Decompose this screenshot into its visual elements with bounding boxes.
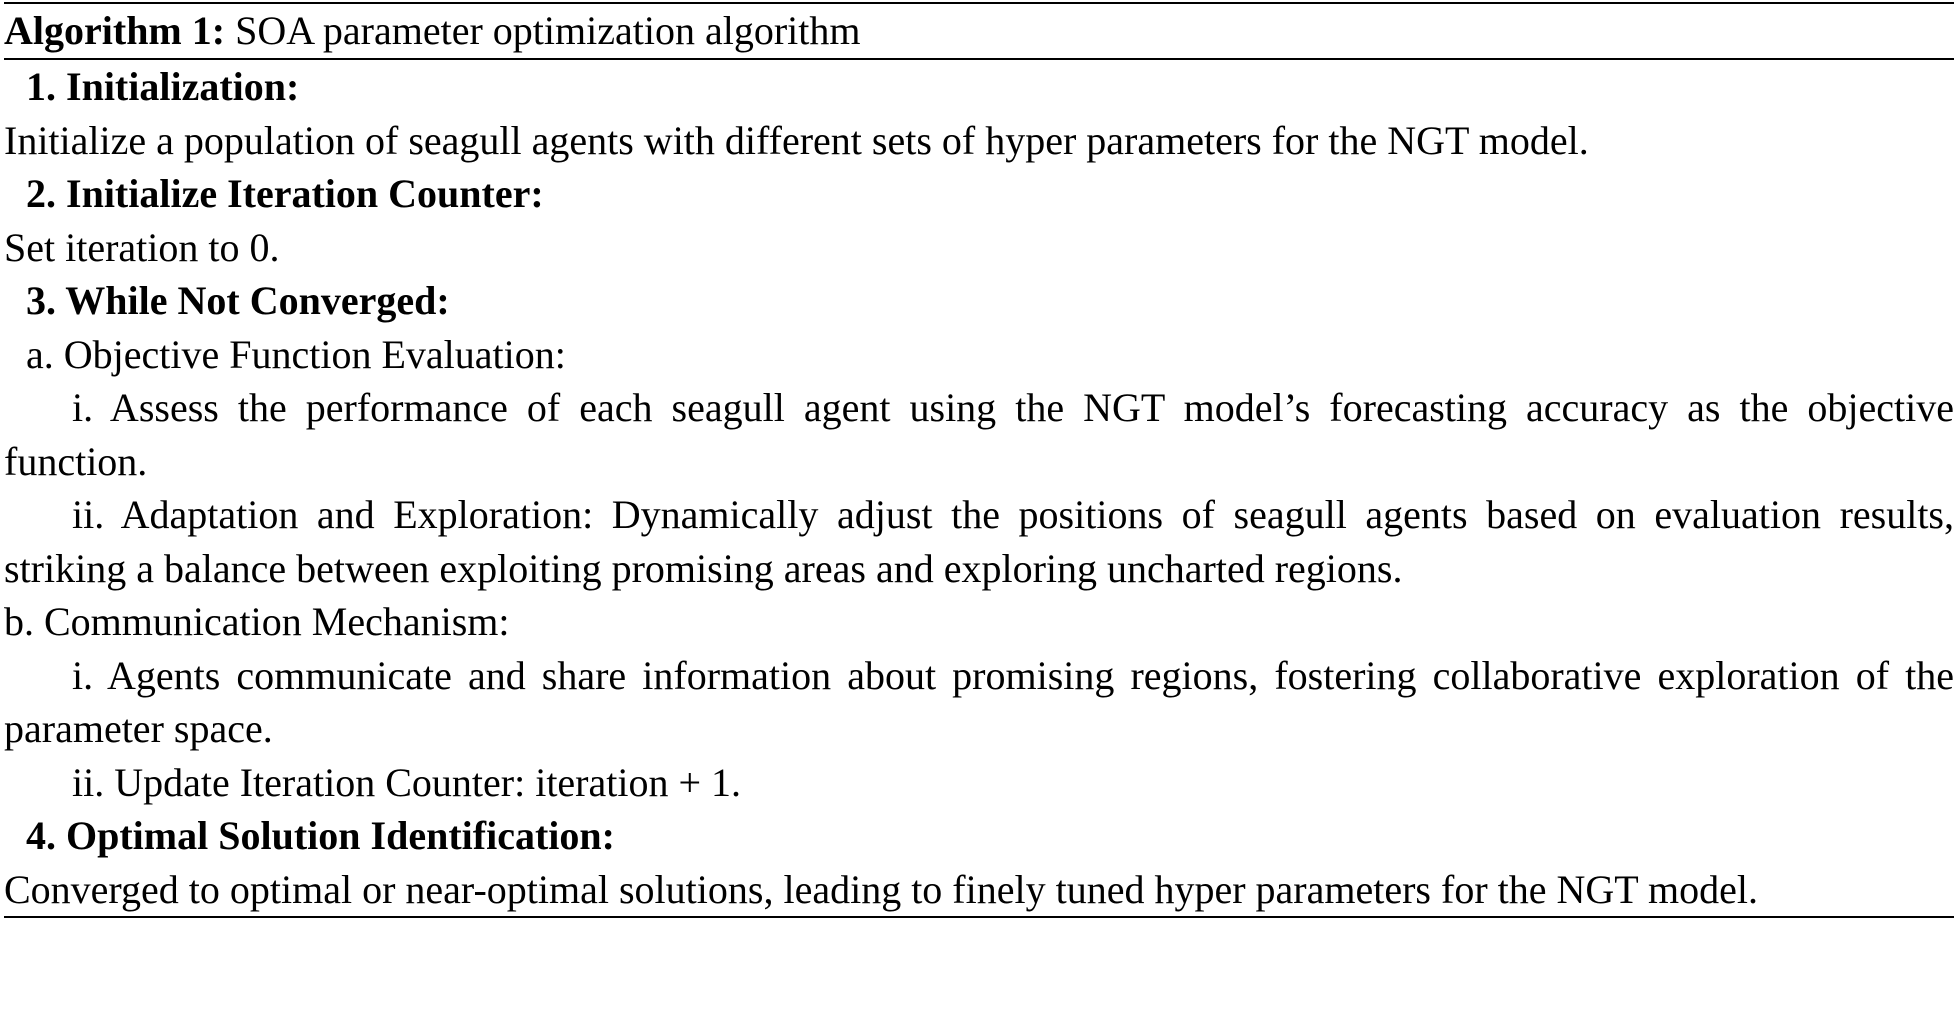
algorithm-caption-title: SOA parameter optimization algorithm: [235, 8, 861, 53]
step-3b-ii-text: ii. Update Iteration Counter: iteration + 1.: [72, 759, 742, 805]
step-2-text: Set iteration to 0.: [4, 224, 280, 270]
step-3a-heading: a. Objective Function Evaluation:: [26, 331, 566, 377]
step-3a-i-text: i. Assess the performance of each seagull agent using the NGT model’s forecasting accuracy as the objective function.: [4, 385, 1954, 484]
algorithm-caption: [4, 4, 1954, 58]
step-2-heading: 2. Initialize Iteration Counter:: [26, 171, 544, 216]
algorithm-body: [4, 60, 1954, 916]
step-3b-heading: b. Communication Mechanism:: [4, 599, 510, 644]
step-3-heading: 3. While Not Converged:: [26, 278, 450, 323]
algorithm-caption-label: Algorithm 1:: [4, 8, 226, 53]
step-1-text: Initialize a population of seagull agents with different sets of hyper parameters for the NGT model.: [4, 117, 1589, 163]
algorithm-box: [4, 2, 1954, 918]
step-4-heading: 4. Optimal Solution Identification:: [26, 813, 615, 858]
step-4-text: Converged to optimal or near-optimal solutions, leading to finely tuned hyper parameters for the NGT model.: [4, 866, 1758, 912]
step-3a-ii-text: ii. Adaptation and Exploration: Dynamically adjust the positions of seagull agents based on evaluation results, striking a balance between exploiting promising areas and exploring uncharted regions.: [4, 492, 1954, 591]
step-1-heading: 1. Initialization:: [26, 64, 300, 109]
step-3b-i-text: i. Agents communicate and share information about promising regions, fostering collaborative exploration of the parameter space.: [4, 652, 1954, 751]
bottom-rule: [4, 916, 1954, 918]
